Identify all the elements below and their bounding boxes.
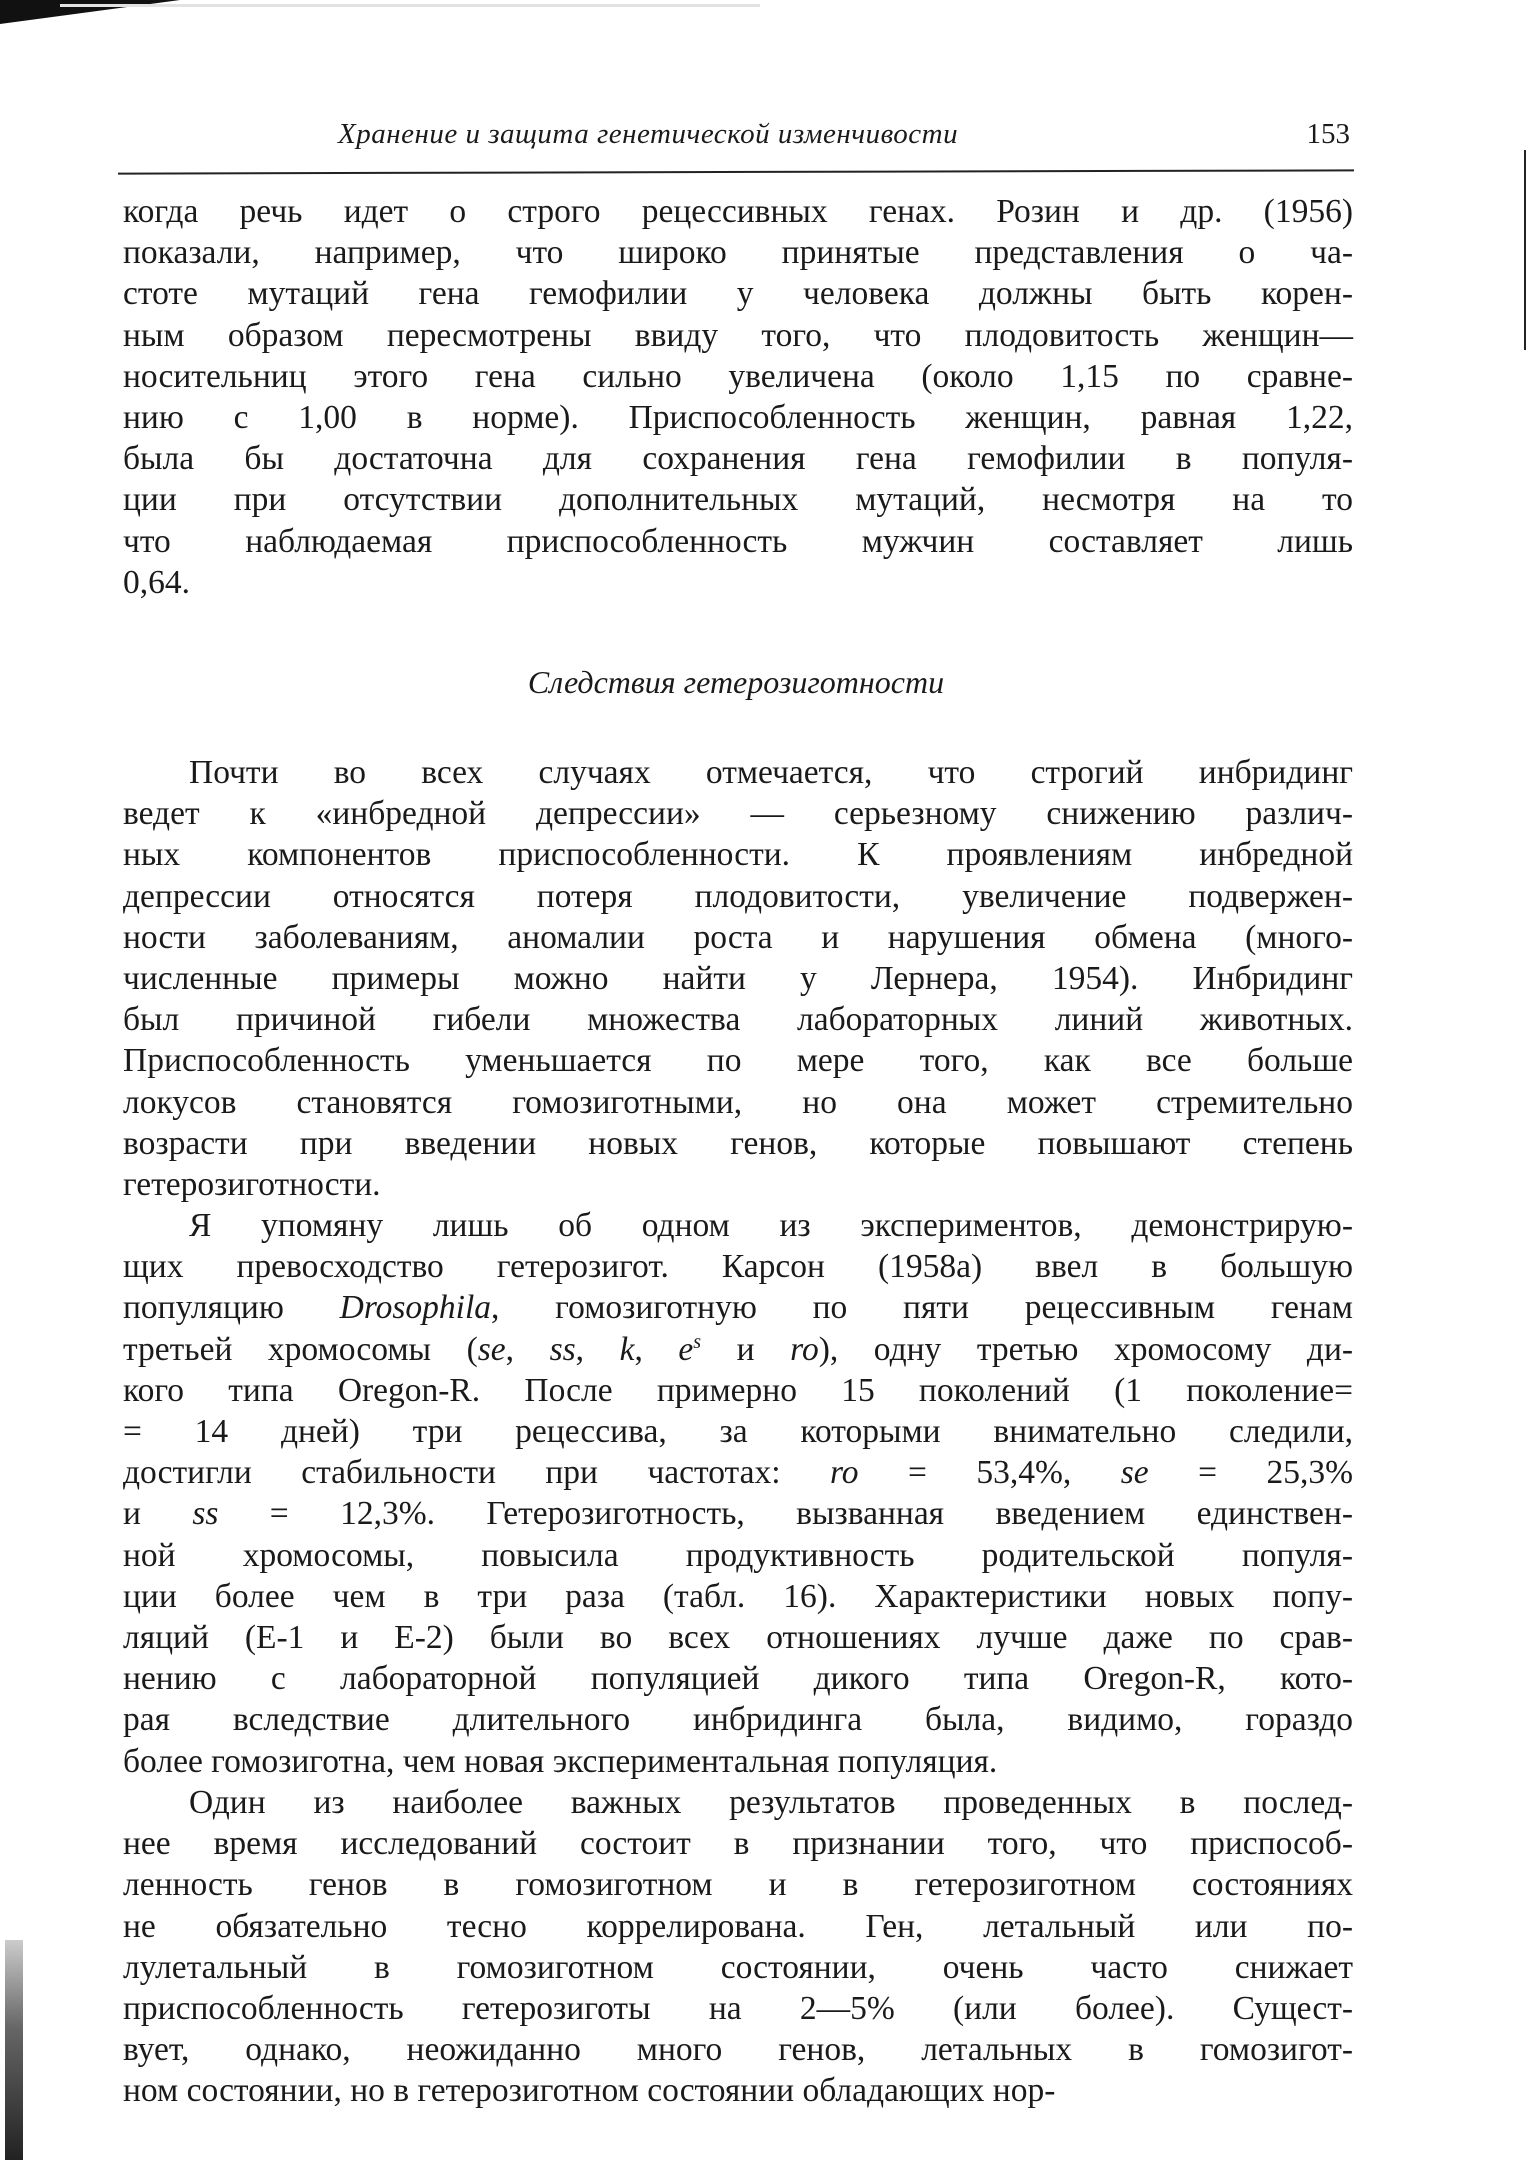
text-line: ции при отсутствии дополнительных мутаций, несмотря на то bbox=[123, 481, 1353, 519]
gene-symbol: $e^s$ bbox=[678, 1330, 702, 1368]
gene-symbol: se bbox=[477, 1330, 506, 1368]
text-line: ным образом пересмотрены ввиду того, что плодовитость женщин— bbox=[123, 316, 1353, 354]
section-title bbox=[0, 664, 1532, 701]
text-line: и ss = 12,3%. Гетерозиготность, вызванная введением единствен- bbox=[123, 1495, 1353, 1533]
text-line: ляций (Е-1 и Е-2) были во всех отношениях лучше даже по срав- bbox=[123, 1619, 1353, 1657]
text-line: щих превосходство гетерозигот. Карсон (1958а) ввел в большую bbox=[123, 1248, 1353, 1286]
running-title: Хранение и защита генетической изменчивости bbox=[338, 118, 959, 150]
text-line: 0,64. bbox=[123, 563, 190, 601]
text-line: ленность генов в гомозиготном и в гетерозиготном состояниях bbox=[123, 1866, 1353, 1904]
text-line: нию с 1,00 в норме). Приспособленность женщин, равная 1,22, bbox=[123, 399, 1353, 437]
text-line: ведет к «инбредной депрессии» — серьезному снижению различ- bbox=[123, 795, 1353, 833]
text-line: достигли стабильности при частотах: ro = 53,4%, se = 25,3% bbox=[123, 1454, 1353, 1492]
text-line: Один из наиболее важных результатов проведенных в послед- bbox=[189, 1784, 1353, 1821]
scan-artifact-left-strip bbox=[5, 1940, 23, 2160]
text-line: третьей хромосомы (se, ss, k, $e^s$ и ro), одну третью хромосому ди- bbox=[123, 1330, 1354, 1368]
text-line: гетерозиготности. bbox=[123, 1166, 381, 1204]
text-line: популяцию Drosophila, гомозиготную по пяти рецессивным генам bbox=[123, 1289, 1353, 1327]
text-line: численные примеры можно найти у Лернера, 1954). Инбридинг bbox=[123, 960, 1353, 998]
gene-symbol: ro bbox=[829, 1454, 859, 1492]
scan-artifact-top-edge bbox=[60, 4, 760, 7]
text-line: был причиной гибели множества лабораторных линий животных. bbox=[123, 1001, 1353, 1039]
text-line: была бы достаточна для сохранения гена гемофилии в популя- bbox=[123, 440, 1353, 478]
text-line: Почти во всех случаях отмечается, что строгий инбридинг bbox=[189, 754, 1353, 791]
page-number: 153 bbox=[1306, 118, 1350, 150]
text-line: рая вследствие длительного инбридинга была, видимо, гораздо bbox=[123, 1701, 1353, 1739]
header-rule bbox=[118, 169, 1354, 174]
text-line: Я упомяну лишь об одном из экспериментов, демонстрирую- bbox=[189, 1207, 1353, 1244]
text-line: ной хромосомы, повысила продуктивность родительской популя- bbox=[123, 1536, 1353, 1574]
gene-symbol: k bbox=[619, 1330, 635, 1368]
text-line: ции более чем в три раза (табл. 16). Характеристики новых попу- bbox=[123, 1577, 1353, 1615]
text-line: нее время исследований состоит в признании того, что приспособ- bbox=[123, 1825, 1353, 1863]
genus-name: Drosophila bbox=[339, 1289, 492, 1327]
section-title-text: Следствия гетерозиготности bbox=[527, 664, 945, 700]
text-line: ных компонентов приспособленности. К проявлениям инбредной bbox=[123, 836, 1353, 874]
text-line: нению с лабораторной популяцией дикого типа Oregon-R, кото- bbox=[123, 1660, 1353, 1698]
paragraph-inbreeding-depression bbox=[123, 752, 1353, 1205]
text-line: Приспособленность уменьшается по мере того, как все больше bbox=[123, 1042, 1353, 1080]
text-line: не обязательно тесно коррелирована. Ген, летальный или по- bbox=[123, 1907, 1353, 1945]
text-line: = 14 дней) три рецессива, за которыми внимательно следили, bbox=[123, 1413, 1353, 1451]
text-line: вует, однако, неожиданно много генов, летальных в гомозигот- bbox=[123, 2031, 1353, 2069]
text-line: локусов становятся гомозиготными, но она может стремительно bbox=[123, 1083, 1353, 1121]
gene-symbol: ss bbox=[192, 1495, 219, 1533]
paragraph-continuation bbox=[123, 191, 1353, 603]
text-line: ном состоянии, но в гетерозиготном состоянии обладающих нор- bbox=[123, 2072, 1056, 2110]
text-line: что наблюдаемая приспособленность мужчин составляет лишь bbox=[123, 522, 1353, 560]
scan-artifact-right-edge bbox=[1524, 150, 1526, 350]
text-line: более гомозиготна, чем новая экспериментальная популяция. bbox=[123, 1742, 998, 1780]
text-line: возрасти при введении новых генов, которые повышают степень bbox=[123, 1124, 1353, 1162]
gene-symbol: ro bbox=[790, 1330, 819, 1368]
text-line: стоте мутаций гена гемофилии у человека должны быть корен- bbox=[123, 275, 1353, 313]
paragraph-fitness-correlation bbox=[123, 1782, 1353, 2112]
text-line: кого типа Oregon-R. После примерно 15 поколений (1 поколение= bbox=[123, 1371, 1353, 1409]
text-line: показали, например, что широко принятые представления о ча- bbox=[123, 234, 1353, 272]
text-line: ности заболеваниям, аномалии роста и нарушения обмена (много- bbox=[123, 918, 1353, 956]
text-line: носительниц этого гена сильно увеличена (около 1,15 по сравне- bbox=[123, 357, 1353, 395]
paragraph-carson-experiment bbox=[123, 1205, 1353, 1782]
text-line: лулетальный в гомозиготном состоянии, очень часто снижает bbox=[123, 1948, 1353, 1986]
gene-symbol: ss bbox=[549, 1330, 576, 1368]
text-line: приспособленность гетерозиготы на 2—5% (или более). Сущест- bbox=[123, 1990, 1353, 2028]
text-line: депрессии относятся потеря плодовитости, увеличение подвержен- bbox=[123, 877, 1353, 915]
gene-symbol: se bbox=[1120, 1454, 1149, 1492]
text-line: когда речь идет о строго рецессивных генах. Розин и др. (1956) bbox=[123, 193, 1353, 230]
running-head bbox=[120, 118, 1350, 162]
